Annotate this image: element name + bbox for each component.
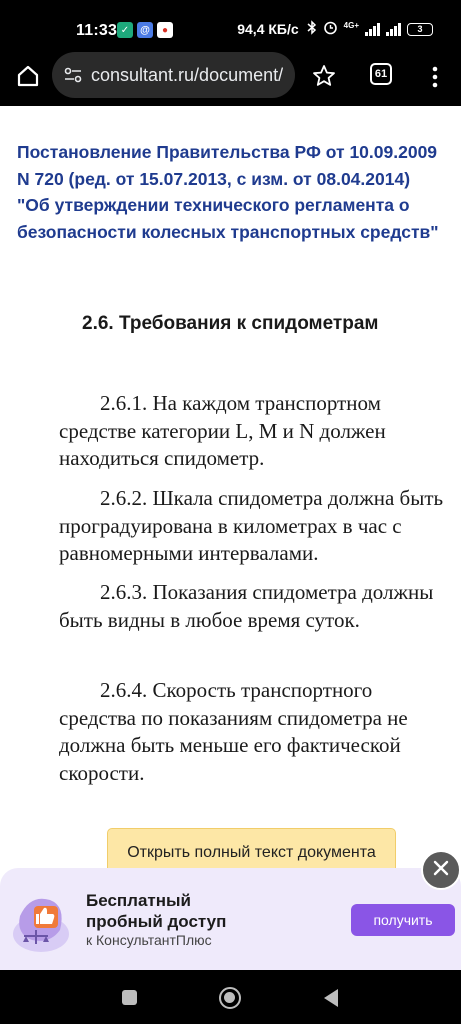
mail-notification-icon: @ [137, 22, 153, 38]
system-nav-bar [0, 970, 461, 1024]
address-bar[interactable] [52, 52, 295, 98]
paragraph-2-6-2: 2.6.2. Шкала спидометра должна быть проградуирована в километрах в час с равномерными интервалами. [59, 486, 444, 565]
get-access-button[interactable]: получить [351, 904, 455, 936]
bluetooth-icon [307, 20, 317, 38]
promo-title [86, 890, 226, 932]
close-promo-button[interactable] [421, 850, 461, 890]
document-title-link[interactable]: Постановление Правительства РФ от 10.09.2009 N 720 (ред. от 15.07.2013, с изм. от 08.04.2014) "Об утверждении технического регламента о безопасности колесных транспортных средств" [17, 142, 439, 242]
more-menu-icon[interactable] [423, 64, 447, 90]
promo-title-line-2: пробный доступ [86, 912, 227, 931]
site-settings-icon[interactable] [63, 65, 83, 85]
status-indicators [237, 20, 433, 38]
section-heading: 2.6. Требования к спидометрам [82, 313, 379, 334]
promo-title-line-1: Бесплатный [86, 891, 191, 910]
network-type: 4G+ [343, 21, 359, 30]
app-notification-icon: ● [157, 22, 173, 38]
paragraph-2-6-4: 2.6.4. Скорость транспортного средства по показаниям спидометра не должна быть меньше его фактической скорости. [59, 678, 408, 785]
home-icon[interactable] [14, 62, 42, 90]
browser-toolbar [0, 52, 461, 100]
bookmark-star-icon[interactable] [310, 62, 338, 90]
promo-banner [0, 868, 461, 970]
signal-icon [365, 22, 380, 36]
network-speed: 94,4 КБ/с [237, 21, 299, 37]
alarm-icon [323, 20, 338, 38]
back-icon[interactable] [324, 989, 338, 1007]
promo-subtitle: к КонсультантПлюс [86, 932, 212, 948]
status-bar [0, 0, 461, 56]
status-time: 11:33 [76, 22, 118, 39]
signal-icon-2 [386, 22, 401, 36]
home-circle-icon[interactable] [219, 987, 241, 1009]
paragraph-2-6-3: 2.6.3. Показания спидометра должны быть видны в любое время суток. [59, 580, 434, 632]
battery-icon: 3 [407, 23, 433, 36]
tab-switcher-button[interactable]: 61 [370, 63, 392, 85]
thumbs-up-promo-icon [10, 886, 72, 954]
notification-icons [117, 22, 173, 38]
open-full-text-button[interactable]: Открыть полный текст документа [107, 828, 396, 878]
recent-apps-icon[interactable] [122, 990, 137, 1005]
shield-notification-icon: ✓ [117, 22, 133, 38]
close-icon [433, 860, 449, 881]
url-text[interactable]: consultant.ru/document/ [91, 64, 284, 85]
paragraph-2-6-1: 2.6.1. На каждом транспортном средстве категории L, M и N должен находиться спидометр. [59, 391, 386, 470]
browser-chrome [0, 0, 461, 106]
